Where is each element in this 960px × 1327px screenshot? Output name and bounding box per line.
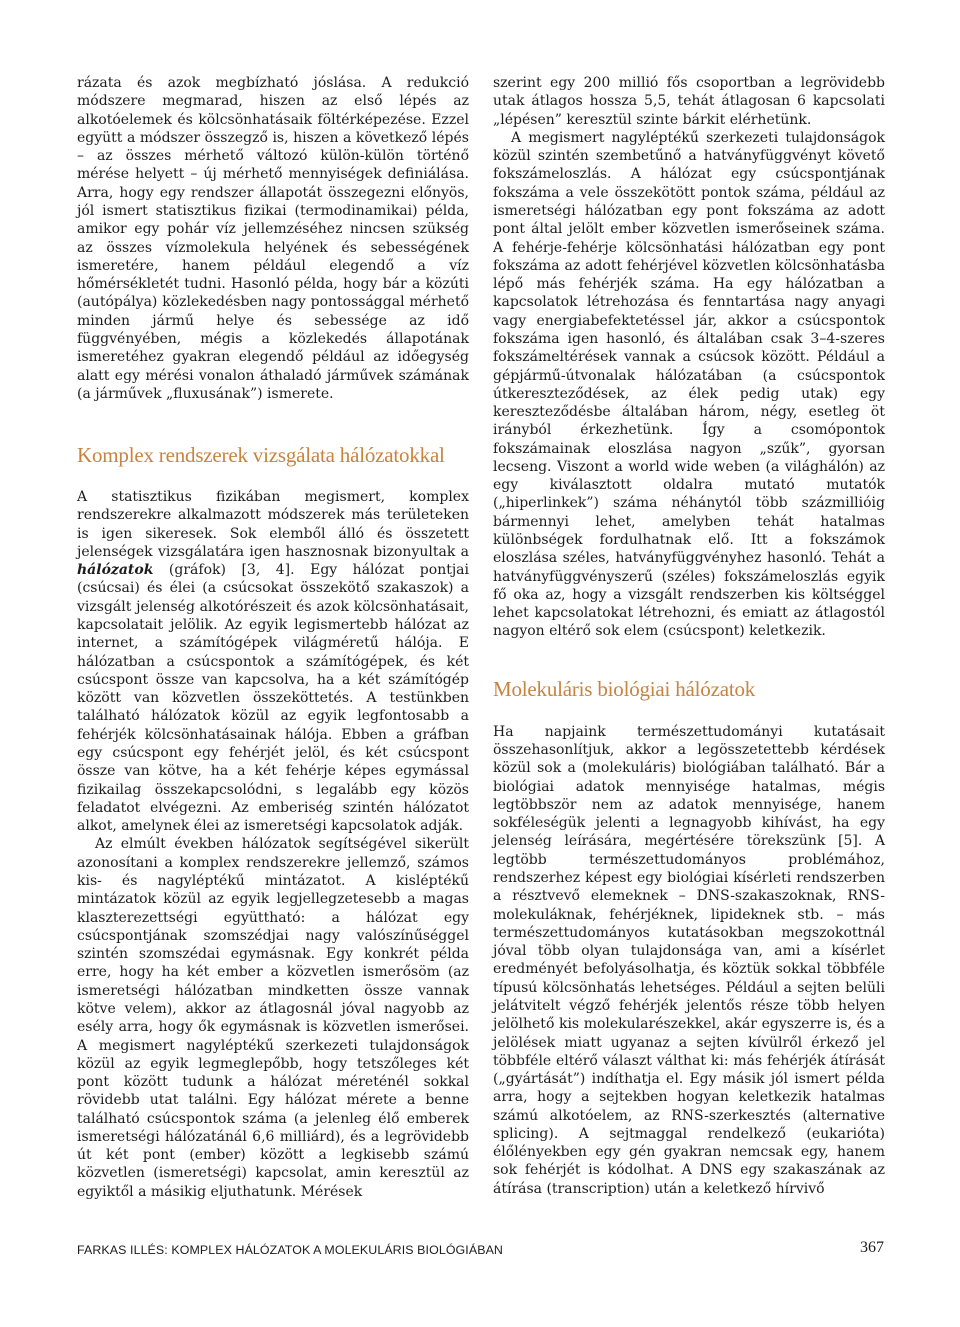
section-heading: Komplex rendszerek vizsgálata hálózatokkal <box>77 443 445 468</box>
paragraph <box>77 488 469 835</box>
emphasized-term: hálózatok <box>77 562 154 579</box>
left-column <box>77 74 469 1201</box>
right-column <box>493 74 885 1198</box>
page-number: 367 <box>860 1239 884 1256</box>
paragraph: Ha napjaink természettudományi kutatásait összehasonlítjuk, akkor a legösszetettebb kérdések közül sok a (molekuláris) biológiában található. Bár a biológiai adatok mennyisége hatalmas, mégis legtöbbször nem az adatok mennyisége, hanem sokféleségük jelenti a legnagyobb kihívást, ha egy jelenség leírására, megértésére törekszünk [5]. A legtöbb természettudományos problémához, rendszerhez képest egy biológiai kísérleti rendszerben a résztvevő elemeknek – DNS-szakaszoknak, RNS-molekuláknak, fehérjéknek, lipideknek stb. – más természettudományos kutatásokban megszokottnál jóval több olyan tulajdonsága van, ami a kísérlet eredményét befolyásolhatja, és köztük sokkal többféle típusú kölcsönhatás lehetséges. Például a sejten belüli jelátvitelt végző fehérjék jelentős része több helyen jelölhető kis molekularészekkel, akár egyszerre is, és a jelölések miatt ugyanaz a sejten kívülről érkező jel többféle eltérő választ válthat ki: más fehérjék átírását („gyártását”) indíthatja el. Egy másik jól ismert példa arra, hogy a sejtekben hogyan keletkezik hatalmas számú alkotóelem, az RNS-szerkesztés (alternative splicing). A sejtmaggal rendelkező (eukarióta) élőlényekben egy gén gyakran nemcsak egy, hanem sok fehérjét is kódolhat. A DNS egy szakaszának az átírása (transcription) után a keletkező hírvivő <box>493 723 885 1197</box>
paragraph: szerint egy 200 millió fős csoportban a legrövidebb utak átlagos hossza 5,5, tehát átlagosan 6 kapcsolati „lépésen” keresztül szinte bárkit elérhetünk. <box>493 75 885 128</box>
paragraph-text: A statisztikus fizikában megismert, komplex rendszerekre alkalmazott módszerek más területeken is igen sikeresek. Sok elemből álló és összetett jelenségek vizsgálatára igen hasznosnak bizonyultak a <box>77 489 469 560</box>
paragraph: Az elmúlt években hálózatok segítségével sikerült azonosítani a komplex rendszerekre jellemző, számos kis- és nagyléptékű mintázatot. A kisléptékű mintázatok közül az egyik legjellegzetesebb a magas klaszterezettségi együttható: a hálózat egy csúcspontjának szomszédjai nagy valószínűséggel szintén szomszédai egymásnak. Egy konkrét példa erre, hogy ha két ember a közvetlen ismerősöm (az ismeretségi hálózatban mindketten össze vannak kötve velem), akkor az átlagosnál jóval nagyobb az esély arra, hogy ők egymásnak is közvetlen ismerősei. A megismert nagyléptékű szerkezeti tulajdonságok közül az egyik legmeglepőbb, hogy tetszőleges két pont között tudunk a hálózat méreténél sokkal rövidebb utat találni. Egy hálózat mérete a benne található csúcspontok száma (a jelenleg élő emberek ismeretségi hálózatánál 6,6 milliárd), és a legrövidebb út két pont (ember) között a legkisebb számú közvetlen (ismeretségi) kapcsolat, amin keresztül az egyiktől a másikig eljuthatunk. Mérések <box>77 836 469 1200</box>
section-heading: Molekuláris biológiai hálózatok <box>493 676 756 701</box>
paragraph-text: (gráfok) [3, 4]. Egy hálózat pontjai (csúcsai) és élei (a csúcsokat összekötő szakaszok) a vizsgált jelenség alkotórészeit és azok kölcsönhatásait, kapcsolatait jelölik. Az egyik legismertebb hálózat az internet, a számítógépek világméretű hálója. E hálózatban a csúcspontok a számítógépek, és két csúcspont össze van kapcsolva, ha a két számítógép között van közvetlen összeköttetés. A testünkben található hálózatok közül az egyik legfontosabb a fehérjék kölcsönhatásainak hálója. Ebben a gráfban egy csúcspont egy fehérjét jelöl, és két csúcspont össze van kötve, ha a két fehérje képes egymással fizikailag összekapcsolódni, s legalább egy közös feladatot elvégezni. Az emberiség szintén hálózatot alkot, amelynek élei az ismeretségi kapcsolatok adják. <box>77 562 469 835</box>
paragraph: A megismert nagyléptékű szerkezeti tulajdonságok közül szintén szembetűnő a hatványfüggvényt követő fokszámeloszlás. A hálózat egy csúcspontjának fokszáma a vele összekötött pontok száma, például az ismeretségi hálózatban egy pont fokszáma az adott pont által jelölt ember közvetlen ismerőseinek száma. A fehérje-fehérje kölcsönhatási hálózatban egy pont fokszáma az adott fehérjével közvetlen kölcsönhatásba lépő más fehérjék száma. Ha egy hálózatban a kapcsolatok létrehozása és fenntartása nagy anyagi vagy energiabefektetéssel jár, akkor a csúcspontok fokszáma igen hasonló, és általában csak 3–4-szeres fokszámeltérések vannak a csúcsok között. Például a gépjármű-útvonalak hálózatában (a csúcspontok útkereszteződések, az élek pedig utak) egy kereszteződésbe általában három, négy, esetleg öt irányból érkezhetünk. Így a csomópontok fokszámainak eloszlása nagyon „szűk”, gyorsan lecseng. Viszont a world wide weben (a világhálón) az egy kiválasztott oldalra mutató mutatók („hiperlinkek”) száma néhánytól több százmillióig bármennyi lehet, amelyben tehát hatalmas különbségek fordulhatnak elő. Itt a fokszámok eloszlása széles, hatványfüggvényhez hasonló. Tehát a hatványfüggvényszerű (széles) fokszámeloszlás egyik fő oka az, hogy a vizsgált rendszerben kis költséggel lehet kapcsolatokat létrehozni, és emiatt az átlagostól nagyon eltérő sok elem (csúcspont) keletkezik. <box>493 129 885 640</box>
paragraph: rázata és azok megbízható jóslása. A redukció módszere megmarad, hiszen az első lépés az alkotóelemek és kölcsönhatásaik föltérképezése. Ezzel együtt a módszer összegző is, hiszen a következő lépés – az összes mérhető változó külön-külön történő mérése helyett – új mérhető mennyiségek definiálása. Arra, hogy egy rendszer állapotát összegezni előnyös, jól ismert statisztikus fizikai (termodinamikai) példa, amikor egy pohár víz jellemzéséhez nincsen szükség az összes vízmolekula helyének és sebességének ismeretére, hanem például elegendő a víz hőmérsékletét tudni. Hasonló példa, hogy bár a közúti (autópálya) közlekedésben nagy pontossággal mérhető minden jármű helye és sebessége az idő függvényében, mégis a közlekedés állapotának ismeretéhez gyakran elegendő például az időegység alatt egy mérési vonalon áthaladó járművek számának (a járművek „fluxusának”) ismerete. <box>77 75 469 402</box>
running-title: FARKAS ILLÉS: KOMPLEX HÁLÓZATOK A MOLEKULÁRIS BIOLÓGIÁBAN <box>77 1243 503 1257</box>
